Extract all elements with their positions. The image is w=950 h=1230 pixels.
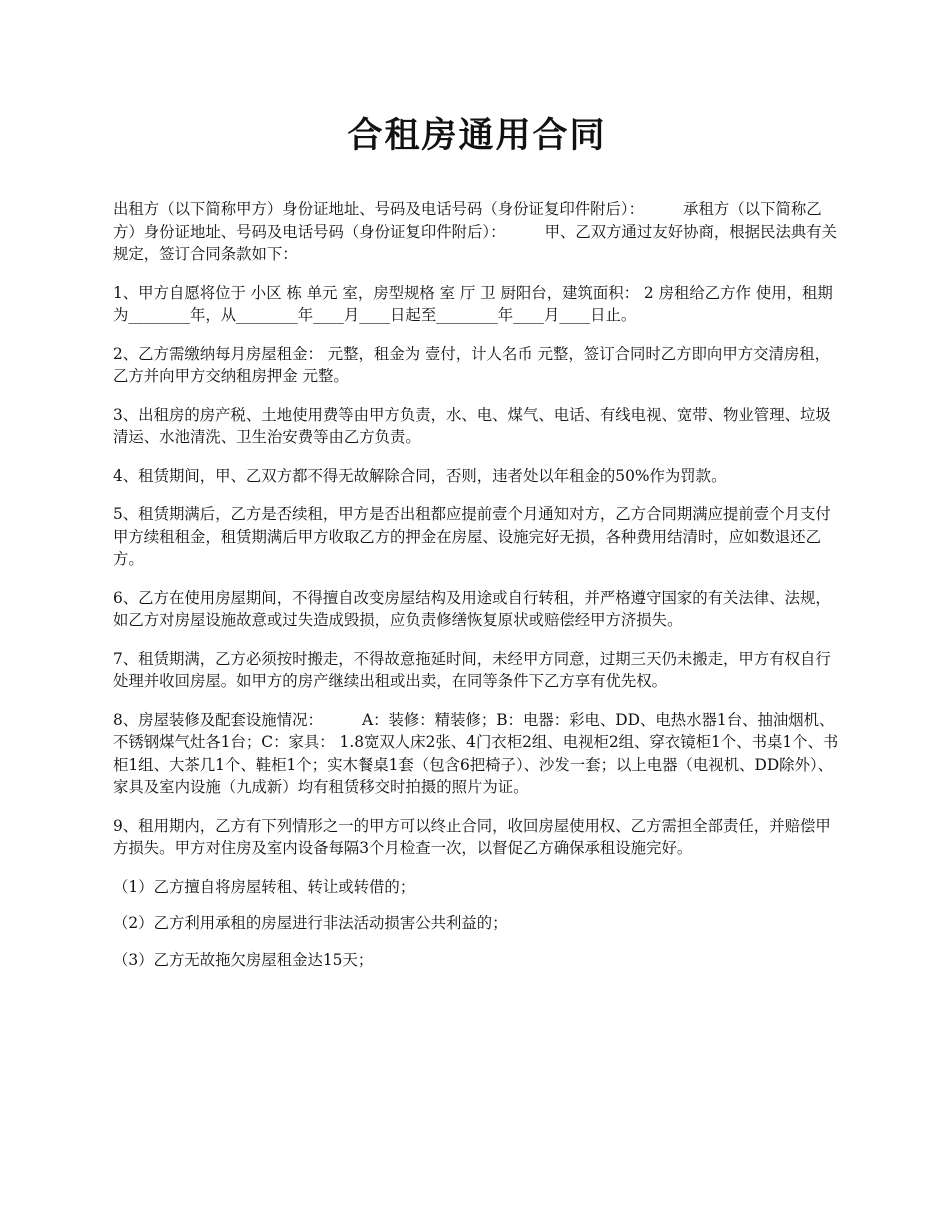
contract-page xyxy=(113,112,841,985)
document-title: 合租房通用合同 xyxy=(347,115,607,156)
clause-6: 6、乙方在使用房屋期间，不得擅自改变房屋结构及用途或自行转租，并严格遵守国家的有关法律、法规，如乙方对房屋设施故意或过失造成毁损，应负责修缮恢复原状或赔偿经甲方济损失。 xyxy=(113,588,831,629)
clause-7: 7、租赁期满，乙方必须按时搬走，不得故意拖延时间，未经甲方同意，过期三天仍未搬走，甲方有权自行处理并收回房屋。如甲方的房产继续出租或出卖，在同等条件下乙方享有优先权。 xyxy=(113,649,831,690)
clause-3: 3、出租房的房产税、土地使用费等由甲方负责，水、电、煤气、电话、有线电视、宽带、物业管理、垃圾清运、水池清洗、卫生治安费等由乙方负责。 xyxy=(113,405,831,446)
subclause-1: （1）乙方擅自将房屋转租、转让或转借的； xyxy=(113,877,416,896)
clause-9: 9、租用期内，乙方有下列情形之一的甲方可以终止合同，收回房屋使用权、乙方需担全部责任，并赔偿甲方损失。甲方对住房及室内设备每隔3个月检查一次，以督促乙方确保承租设施完好。 xyxy=(113,816,831,857)
clause-1: 1、甲方自愿将位于 小区 栋 单元 室，房型规格 室 厅 卫 厨阳台，建筑面积： 2 房租给乙方作 使用，租期为________年，从________年____月____日起至________年____月____日止。 xyxy=(113,283,833,324)
clause-5: 5、租赁期满后，乙方是否续租，甲方是否出租都应提前壹个月通知对方，乙方合同期满应提前壹个月支付甲方续租租金，租赁期满后甲方收取乙方的押金在房屋、设施完好无损，各种费用结清时，应如数退还乙方。 xyxy=(113,505,831,568)
preamble-paragraph: 出租方（以下简称甲方）身份证地址、号码及电话号码（身份证复印件附后）： 承租方（以下简称乙方）身份证地址、号码及电话号码（身份证复印件附后）： 甲、乙双方通过友好协商，根据民法典有关规定，签订合同条款如下： xyxy=(113,200,838,263)
clause-2: 2、乙方需缴纳每月房屋租金： 元整，租金为 壹付，计人名币 元整，签订合同时乙方即向甲方交清房租，乙方并向甲方交纳租房押金 元整。 xyxy=(113,344,831,385)
subclause-3: （3）乙方无故拖欠房屋租金达15天； xyxy=(113,950,374,969)
clause-4: 4、租赁期间，甲、乙双方都不得无故解除合同，否则，违者处以年租金的50%作为罚款。 xyxy=(113,466,727,485)
subclause-2: （2）乙方利用承租的房屋进行非法活动损害公共利益的； xyxy=(113,914,508,932)
clause-8: 8、房屋装修及配套设施情况： A：装修：精装修；B：电器：彩电、DD、电热水器1台、抽油烟机、不锈钢煤气灶各1台；C：家具： 1.8宽双人床2张、4门衣柜2组、电视柜2组、穿衣镜柜1个、书桌1个、书柜1组、大茶几1个、鞋柜1个；实木餐桌1套（包含6把椅子）、沙发一套；以上电器（电视机、DD除外）、家具及室内设施（九成新）均有租赁移交时拍摄的照片为证。 xyxy=(113,710,839,796)
